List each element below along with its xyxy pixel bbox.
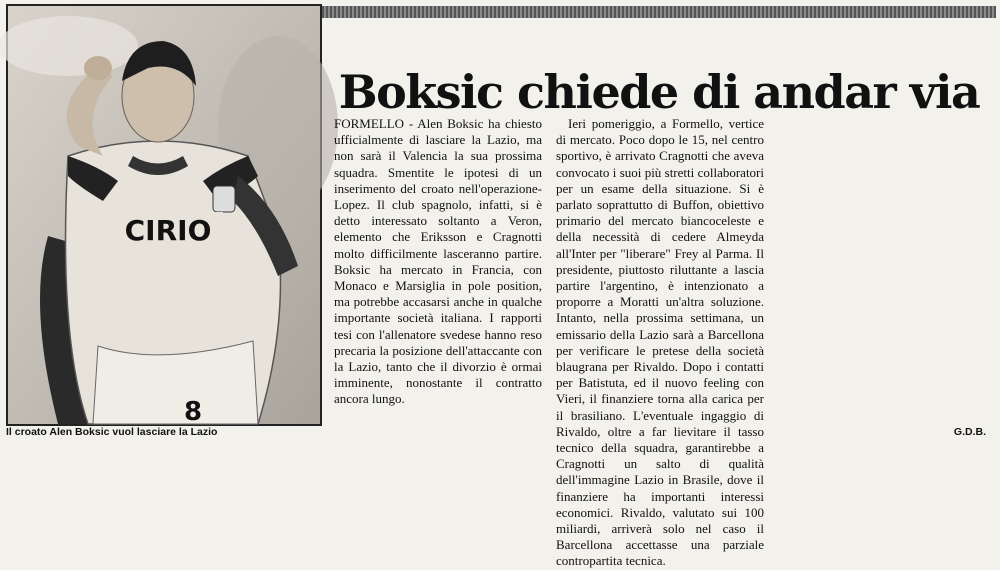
header-rule xyxy=(322,6,996,18)
photo-caption: Il croato Alen Boksic vuol lasciare la Lazio xyxy=(6,426,218,438)
sponsor-logo: CIRIO xyxy=(124,214,212,247)
article-column-2 xyxy=(556,116,764,569)
article-column-3 xyxy=(778,116,986,434)
article-column-1 xyxy=(334,116,542,434)
paragraph-1-text: - Alen Boksic ha chiesto ufficialmente di lasciare la Lazio, ma non sarà il Valencia la sua prossima squadra. Smentite le ipotesi di un inserimento del croato nell'operazione-Lopez. Il club spagnolo, infatti, si è detto interessato soltanto a Veron, elemento che Eriksson e Cragnotti molto difficilmente lasceranno partire. Boksic ha mercato in Francia, con Monaco e Marsiglia in pole position, ma potrebbe accasarsi anche in qualche importante società italiana. I rapporti tesi con l'allenatore svedese hanno reso precaria la posizione dell'attaccante con la Lazio, tanto che il divorzio è ormai imminente, nonostante il contratto ancora lungo. xyxy=(334,116,542,407)
headline: Boksic chiede di andar via xyxy=(338,64,980,119)
article-paragraph-1 xyxy=(334,116,542,408)
player-photo-illustration xyxy=(8,6,320,427)
player-photo xyxy=(6,4,322,426)
article-paragraph-2: Ieri pomeriggio, a Formello, vertice di mercato. Poco dopo le 15, nel centro sportivo, è arrivato Cragnotti che aveva convocato i suoi più stretti collaboratori per un esame della situazione. Si è parlato soprattutto di Buffon, obiettivo primario del mercato biancoceleste e della necessità di cedere Almeyda all'Inter per "liberare" Frey al Parma. Il presidente, piuttosto riluttante a lascia partire l'argentino, è intenzionato a proporre a Moratti un'altra soluzione. Intanto, nella prossima settimana, un emissario della Lazio sarà a Barcellona per verificare le pretese della società blaugrana per Rivaldo. Dopo i contatti per Batistuta, ed il nuovo feeling con Vieri, il finanziere torna alla carica per il brasiliano. L'eventuale ingaggio di Rivaldo, oltre a far lievitare il tasso tecnico della squadra, garantirebbe a Cragnotti un salto di qualità dell'immagine Lazio in Brasile, dove il finanziere ha importanti interessi economici. Rivaldo, valutato sui 100 miliardi, arriverà solo nel caso il Barcellona accettasse una parziale contropartita tecnica. xyxy=(556,116,764,569)
article-body xyxy=(334,116,988,569)
shirt-number: 8 xyxy=(183,397,203,427)
author-signature: G.D.B. xyxy=(953,426,986,438)
dateline: FORMELLO xyxy=(334,116,405,131)
